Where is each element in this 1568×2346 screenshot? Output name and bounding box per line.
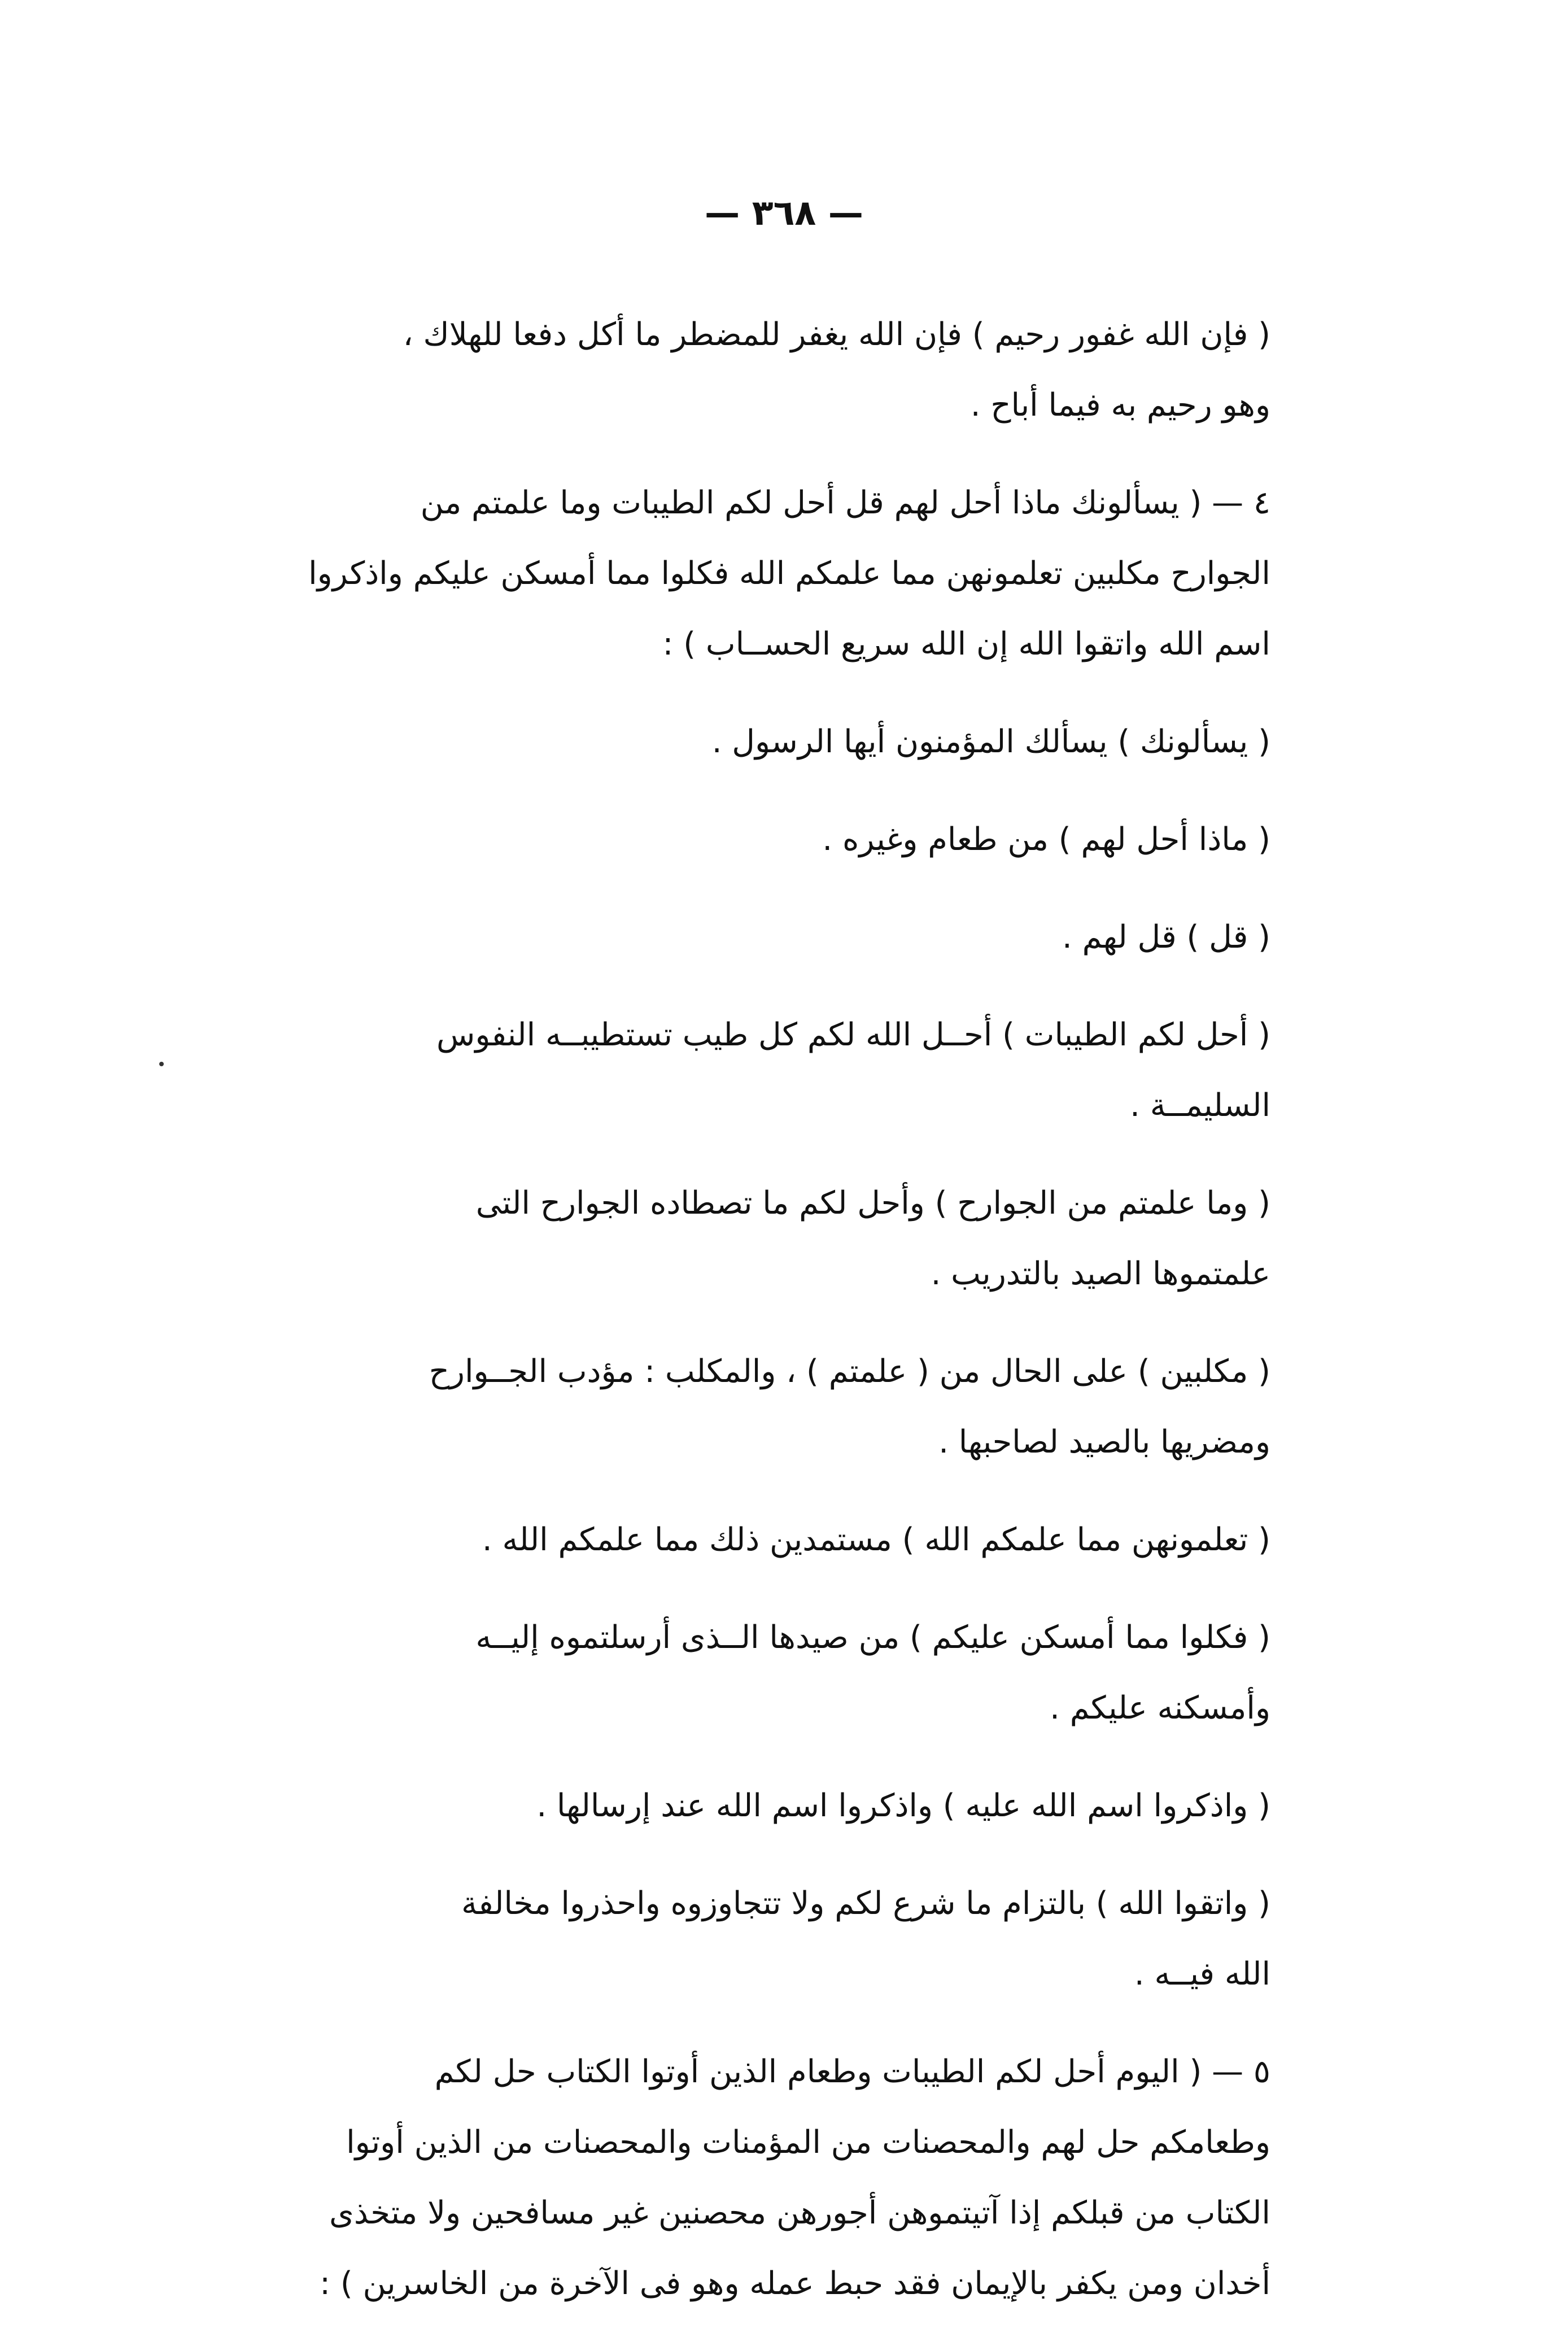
paragraph xyxy=(198,1771,1270,1841)
text-line: ( واذكروا اسم الله عليه ) واذكروا اسم الله عند إرسالها . xyxy=(536,1787,1270,1824)
text-line: ( ماذا أحل لهم ) من طعام وغيره . xyxy=(822,821,1270,858)
paragraph xyxy=(198,1000,1270,1141)
text-line: ( واتقوا الله ) بالتزام ما شرع لكم ولا تتجاوزوه واحذروا مخالفة xyxy=(461,1885,1270,1922)
text-line: ( تعلمونهن مما علمكم الله ) مستمدين ذلك مما علمكم الله . xyxy=(482,1521,1270,1558)
paragraph xyxy=(198,1168,1270,1309)
text-line: ( أحل لكم الطيبات ) أحــل الله لكم كل طيب تستطيبــه النفوس xyxy=(436,1017,1270,1053)
paragraph xyxy=(198,299,1270,441)
text-line: السليمــة . xyxy=(1130,1087,1270,1124)
paragraph xyxy=(198,804,1270,875)
text-line: ٥ — ( اليوم أحل لكم الطيبات وطعام الذين أوتوا الكتاب حل لكم xyxy=(434,2053,1270,2090)
text-line: ومضريها بالصيد لصاحبها . xyxy=(938,1424,1270,1460)
paragraph xyxy=(198,1602,1270,1743)
text-line: اسم الله واتقوا الله إن الله سريع الحســاب ) : xyxy=(662,626,1270,662)
text-line: ( قل ) قل لهم . xyxy=(1062,919,1270,956)
text-line: وهو رحيم به فيما أباح . xyxy=(970,387,1270,424)
text-line: وأمسكنه عليكم . xyxy=(1050,1690,1270,1726)
margin-dot xyxy=(159,1062,164,1066)
paragraph xyxy=(198,468,1270,679)
paragraph xyxy=(198,707,1270,777)
text-line: ( فكلوا مما أمسكن عليكم ) من صيدها الــذى أرسلتموه إليــه xyxy=(475,1619,1270,1656)
page-number: — ٣٦٨ — xyxy=(705,192,863,233)
text-line: الجوارح مكلبين تعلمونهن مما علمكم الله فكلوا مما أمسكن عليكم واذكروا xyxy=(308,555,1270,592)
paragraph xyxy=(198,902,1270,973)
text-line: ٤ — ( يسألونك ماذا أحل لهم قل أحل لكم الطيبات وما علمتم من xyxy=(420,485,1270,521)
paragraph xyxy=(198,1868,1270,2009)
text-line: علمتموها الصيد بالتدريب . xyxy=(931,1255,1270,1292)
text-column xyxy=(198,299,1270,2346)
paragraph xyxy=(198,2037,1270,2319)
text-line: وطعامكم حل لهم والمحصنات من المؤمنات والمحصنات من الذين أوتوا xyxy=(346,2124,1270,2161)
text-line: الكتاب من قبلكم إذا آتيتموهن أجورهن محصنين غير مسافحين ولا متخذى xyxy=(329,2195,1270,2231)
text-line: ( وما علمتم من الجوارح ) وأحل لكم ما تصطاده الجوارح التى xyxy=(475,1185,1270,1222)
text-line: ( مكلبين ) على الحال من ( علمتم ) ، والمكلب : مؤدب الجــوارح xyxy=(429,1353,1270,1390)
text-line: ( فإن الله غفور رحيم ) فإن الله يغفر للمضطر ما أكل دفعا للهلاك ، xyxy=(403,316,1270,353)
text-line: الله فيــه . xyxy=(1134,1956,1270,1992)
paragraph xyxy=(198,1336,1270,1477)
text-line: أخدان ومن يكفر بالإيمان فقد حبط عمله وهو فى الآخرة من الخاسرين ) : xyxy=(320,2265,1270,2302)
paragraph xyxy=(198,1505,1270,1575)
text-line: ( يسألونك ) يسألك المؤمنون أيها الرسول . xyxy=(711,723,1270,760)
